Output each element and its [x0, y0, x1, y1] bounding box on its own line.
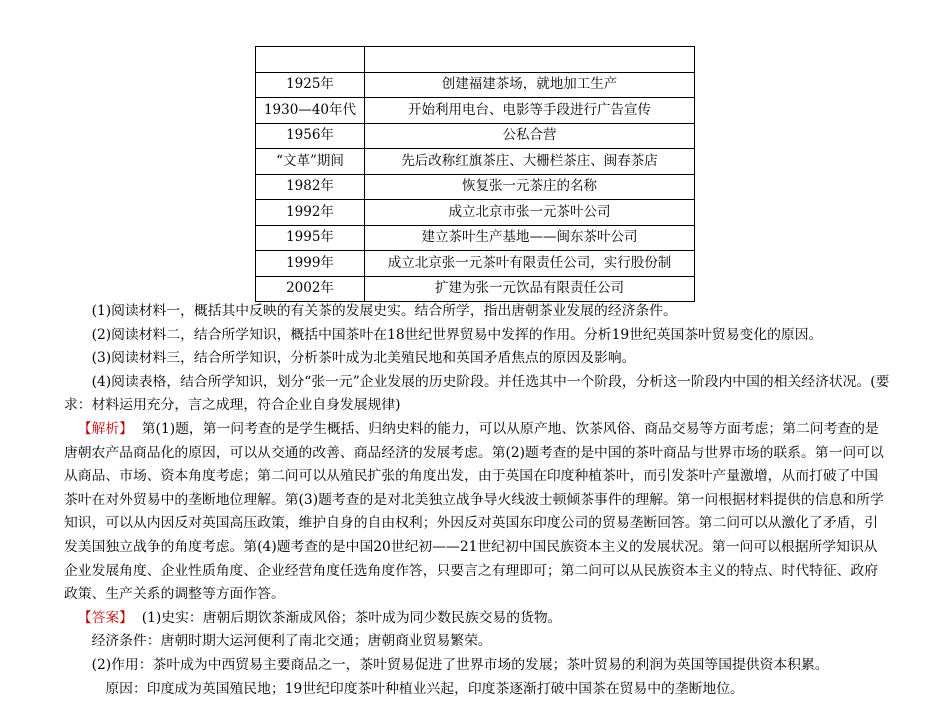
event-cell: 开始利用电台、电影等手段进行广告宣传 [365, 98, 695, 124]
answer-line-1 [64, 607, 890, 631]
answer-line-3: (2)作用：茶叶成为中西贸易主要商品之一，茶叶贸易促进了世界市场的发展；茶叶贸易的利润为英国等国提供资本积累。 [91, 656, 829, 673]
question-3: (3)阅读材料三，结合所学知识，分析茶叶成为北美殖民地和英国矛盾焦点的原因及影响。 [91, 350, 636, 367]
event-cell: 公私合营 [365, 123, 695, 149]
year-cell: 1982年 [256, 174, 365, 200]
event-cell: 先后改称红旗茶庄、大栅栏茶庄、闽春茶店 [365, 149, 695, 175]
event-cell [365, 47, 695, 73]
company-history-table [255, 46, 695, 302]
event-cell: 建立茶叶生产基地——闽东茶叶公司 [365, 225, 695, 251]
year-cell [256, 47, 365, 73]
table-row [256, 200, 695, 226]
answer-label: 【答案】 [77, 609, 133, 626]
year-cell: 1956年 [256, 123, 365, 149]
year-cell: 1930—40年代 [256, 98, 365, 124]
analysis-label: 【解析】 [77, 420, 133, 437]
stage-table-container [255, 46, 695, 302]
table-row [256, 149, 695, 175]
answer-line-2: 经济条件：唐朝时期大运河便利了南北交通；唐朝商业贸易繁荣。 [91, 633, 492, 650]
table-row [256, 47, 695, 73]
table-row [256, 72, 695, 98]
year-cell: 1925年 [256, 72, 365, 98]
analysis-text: 第(1)题，第一问考查的是学生概括、归纳史料的能力，可以从原产地、饮茶风俗、商品交易等方面考虑；第二问考查的是唐朝农产品商品化的原因，可以从交通的改善、商品经济的发展考虑。第(2)题考查的是中国的茶叶商品与世界市场的联系。第一问可以从商品、市场、资本角度考虑；第二问可以从殖民扩张的角度出发，由于英国在印度种植茶叶，而引发茶叶产量激增，从而打破了中国茶叶在对外贸易中的垄断地位理解。第(3)题考查的是对北美独立战争导火线波士顿倾茶事件的理解。第一问根据材料提供的信息和所学知识，可以从内因反对英国高压政策，维护自身的自由权利；外因反对英国东印度公司的贸易垄断回答。第二问可以从激化了矛盾，引发美国独立战争的角度考虑。第(4)题考查的是中国20世纪初——21世纪初中国民族资本主义的发展状况。第一问可以根据所学知识从企业发展角度、企业性质角度、企业经营角度任选角度作答，只要言之有理即可；第二问可以从民族资本主义的特点、时代特征、政府政策、生产关系的调整等方面作答。 [64, 420, 884, 603]
year-cell: 1995年 [256, 225, 365, 251]
year-cell: 1999年 [256, 251, 365, 277]
table-row [256, 174, 695, 200]
answer-line-4: 原因：印度成为英国殖民地；19世纪印度茶叶种植业兴起，印度茶逐渐打破中国茶在贸易中的垄断地位。 [105, 680, 744, 697]
table-row [256, 123, 695, 149]
question-2: (2)阅读材料二，结合所学知识，概括中国茶叶在18世纪世界贸易中发挥的作用。分析19世纪英国茶叶贸易变化的原因。 [91, 326, 823, 343]
year-cell: 1992年 [256, 200, 365, 226]
question-1: (1)阅读材料一，概括其中反映的有关茶的发展史实。结合所学，指出唐朝茶业发展的经济条件。 [91, 303, 677, 319]
event-cell: 扩建为张一元饮品有限责任公司 [365, 276, 695, 302]
analysis-paragraph [64, 418, 890, 607]
content-body [64, 300, 890, 701]
answer-line-1-text: (1)史实：唐朝后期饮茶渐成风俗；茶叶成为同少数民族交易的货物。 [141, 609, 562, 626]
year-cell: 2002年 [256, 276, 365, 302]
table-row [256, 98, 695, 124]
event-cell: 创建福建茶场，就地加工生产 [365, 72, 695, 98]
table-row [256, 276, 695, 302]
question-4: (4)阅读表格，结合所学知识，划分“张一元”企业发展的历史阶段。并任选其中一个阶段，分析这一阶段内中国的相关经济状况。(要求：材料运用充分，言之成理，符合企业自身发展规律) [64, 373, 890, 414]
table-row [256, 225, 695, 251]
year-cell: “文革”期间 [256, 149, 365, 175]
event-cell: 成立北京市张一元茶叶公司 [365, 200, 695, 226]
event-cell: 成立北京张一元茶叶有限责任公司，实行股份制 [365, 251, 695, 277]
table-row [256, 251, 695, 277]
event-cell: 恢复张一元茶庄的名称 [365, 174, 695, 200]
